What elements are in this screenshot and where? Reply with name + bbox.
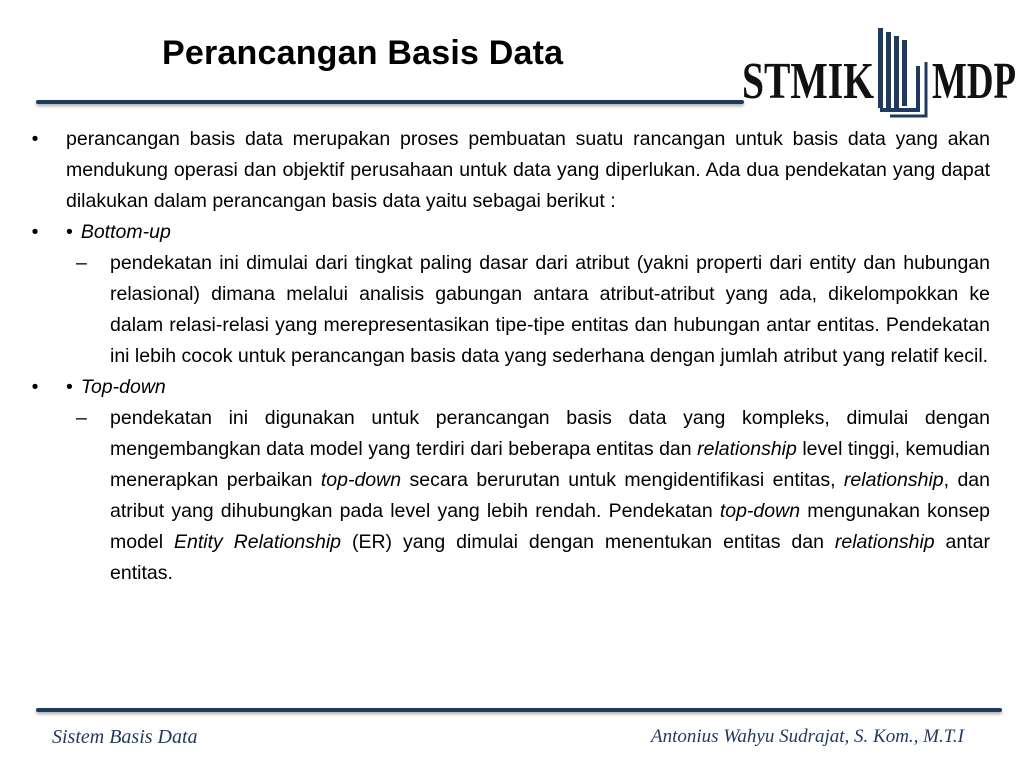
dash-icon: –	[76, 252, 87, 274]
intro-text: perancangan basis data merupakan proses pembuatan suatu rancangan untuk basis data yang akan mendukung operasi dan objektif perusahaan untuk data yang diperlukan. Ada dua pendekatan yang dapat dilakukan dalam perancangan basis data yaitu sebagai berikut :	[66, 128, 990, 212]
bottom-up-text: pendekatan ini dimulai dari tingkat paling dasar dari atribut (yakni properti dari entity dan hubungan relasional) dimana melalui analisis gabungan antara atribut-atribut yang ada, dikelompokkan ke dalam relasi-relasi yang merepresentasikan tipe-tipe entitas dan hubungan antar entitas. Pendekatan ini lebih cocok untuk perancangan basis data yang sederhana dengan jumlah atribut yang relatif kecil.	[110, 252, 990, 367]
stmik-mdp-logo	[740, 26, 1020, 120]
svg-text:MDP: MDP	[932, 53, 1016, 110]
text-run: antar entitas.	[110, 531, 990, 584]
course-name: Sistem Basis Data	[52, 726, 198, 748]
text-run: (ER) yang dimulai dengan menentukan entitas dan	[341, 531, 835, 553]
top-down-heading: Top-down	[80, 376, 166, 398]
bullet-icon: •	[66, 376, 73, 398]
bottom-up-bullet	[28, 217, 990, 248]
text-run: mengunakan konsep model	[110, 500, 991, 553]
italic-term: relationship	[843, 469, 944, 491]
dash-icon: –	[76, 407, 87, 429]
text-run: pendekatan ini digunakan untuk perancangan basis data yang kompleks, dimulai dengan mengembangkan data model yang terdiri dari beberapa entitas dan	[110, 407, 990, 460]
bullet-icon: •	[31, 128, 39, 150]
top-down-bullet	[28, 372, 990, 403]
italic-term: Entity Relationship	[174, 531, 342, 553]
text-run: secara berurutan untuk mengidentifikasi entitas,	[401, 469, 844, 491]
title-divider	[36, 100, 744, 104]
italic-term: relationship	[834, 531, 935, 553]
slide-title: Perancangan Basis Data	[162, 34, 564, 72]
footer-divider	[36, 708, 1002, 712]
bullet-icon: •	[66, 221, 73, 243]
text-run: level tinggi, kemudian menerapkan perbaikan	[110, 438, 990, 491]
intro-bullet	[28, 124, 990, 217]
italic-term: top-down	[320, 469, 402, 491]
svg-text:STMIK: STMIK	[742, 53, 875, 110]
italic-term: relationship	[697, 438, 797, 460]
bullet-icon: •	[31, 376, 39, 398]
author-name: Antonius Wahyu Sudrajat, S. Kom., M.T.I	[651, 726, 964, 747]
top-down-description	[28, 403, 990, 589]
bottom-up-heading: Bottom-up	[80, 221, 171, 243]
bullet-icon: •	[31, 221, 39, 243]
top-down-text	[110, 407, 990, 584]
italic-term: top-down	[719, 500, 801, 522]
slide-content	[28, 124, 990, 589]
bottom-up-description	[28, 248, 990, 372]
text-run: , dan atribut yang dihubungkan pada level yang lebih rendah. Pendekatan	[110, 469, 990, 522]
